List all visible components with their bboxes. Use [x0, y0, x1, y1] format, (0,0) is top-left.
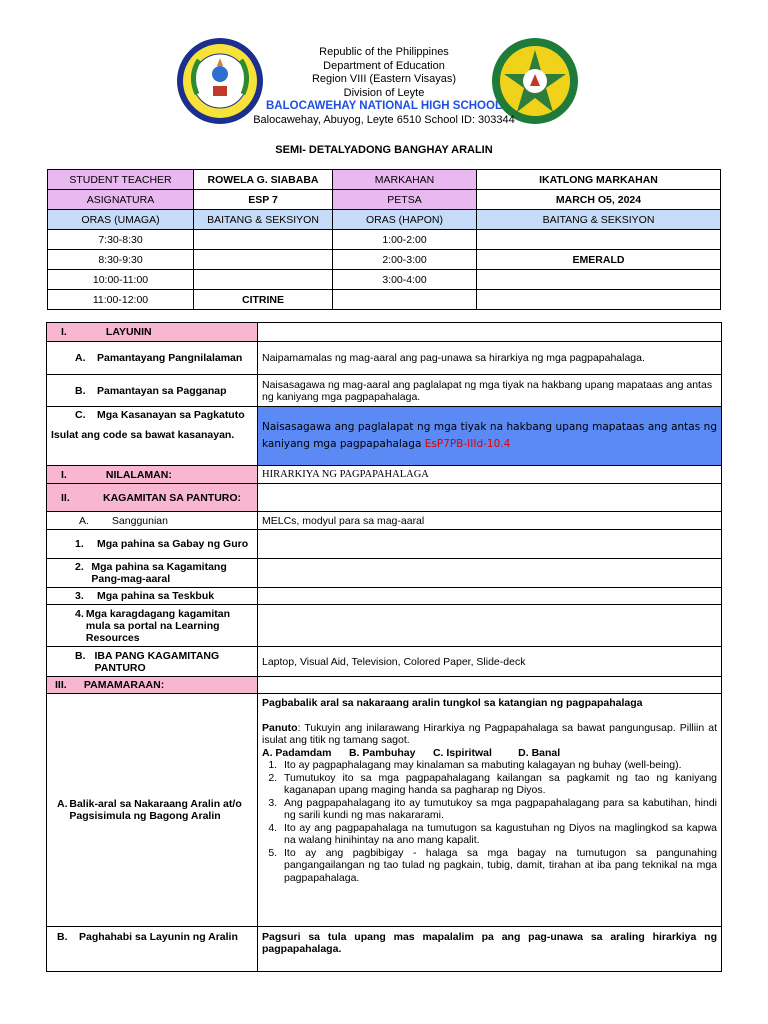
layunin-row: [47, 323, 722, 342]
iba-pang-row: [47, 647, 722, 677]
question-item: 4. Ito ay ang pagpapahalaga na tumutugon sa kagustuhan ng Diyos na maglingkod sa kapwa na walang hinihintay na ano mang kapalit.: [280, 822, 717, 847]
item-letter: A.: [79, 514, 89, 527]
pm-time: 1:00-2:00: [333, 230, 477, 250]
pm-section: [477, 230, 721, 250]
pamantayang-label: Pamantayang Pangnilalaman: [97, 352, 243, 364]
item-number: 4.: [75, 607, 84, 620]
panuto: [262, 722, 717, 747]
student-teacher-value: ROWELA G. SIABABA: [194, 170, 333, 190]
layunin-label: LAYUNIN: [105, 326, 152, 338]
ref-portal-value: [258, 605, 722, 647]
pamamaraan-label: PAMAMARAAN:: [83, 679, 165, 691]
lesson-plan-table: [46, 322, 722, 972]
pamamaraan-heading: [47, 677, 258, 694]
layunin-value: [258, 323, 722, 342]
nilalaman-numeral: I.: [61, 468, 67, 481]
am-time: 11:00-12:00: [48, 290, 194, 310]
schedule-row: [48, 290, 721, 310]
nilalaman-row: [47, 466, 722, 484]
balik-aral-content: [258, 694, 722, 927]
baitang-label-pm: BAITANG & SEKSIYON: [477, 210, 721, 230]
schedule-row: [48, 270, 721, 290]
pamantayang-cell: [47, 342, 258, 375]
question-item: 5. Ito ay ang pagbibigay - halaga sa mga bagay na tumutugon sa pangunahing pangangailangan ng tao tulad ng pagkain, tubig, damit, tirahan at iba pang teknikal na mga pagpapahalaga.: [280, 847, 717, 885]
pamantayan-pagganap-label: Pamantayan sa Pagganap: [97, 384, 227, 397]
petsa-label: PETSA: [333, 190, 477, 210]
kagamitan-numeral: II.: [61, 491, 70, 504]
ref-gabay-cell: [47, 530, 258, 559]
ref-kagamitan-value: [258, 559, 722, 588]
pm-section: EMERALD: [477, 250, 721, 270]
kasanayan-value: [258, 407, 722, 466]
ref-row: [47, 605, 722, 647]
am-time: 10:00-11:00: [48, 270, 194, 290]
paghahabi-value: Pagsuri sa tula upang mas mapalalim pa ang pag-unawa sa araling hirarkiya ng pagpapahalaga.: [258, 927, 722, 972]
ref-row: [47, 530, 722, 559]
am-time: 8:30-9:30: [48, 250, 194, 270]
iba-pang-label: IBA PANG KAGAMITANG PANTURO: [94, 649, 220, 674]
question-item: 3. Ang pagpapahalagang ito ay tumutukoy sa mga pagpapahalagang para sa kabutihan, hindi ng sarili kundi ng mas nakararami.: [280, 797, 717, 822]
am-section: [194, 230, 333, 250]
info-row: [48, 190, 721, 210]
kagamitan-heading: [47, 484, 258, 512]
school-name: BALOCAWEHAY NATIONAL HIGH SCHOOL: [266, 100, 502, 112]
petsa-value: MARCH O5, 2024: [477, 190, 721, 210]
sanggunian-row: [47, 512, 722, 530]
question-item: 2. Tumutukoy ito sa mga pagpapahalagang kailangan sa pagkamit ng tao ng kaniyang kaganapan upang maging handa sa pagharap ng Diyos.: [280, 772, 717, 797]
markahan-value: IKATLONG MARKAHAN: [477, 170, 721, 190]
division-line: Division of Leyte: [343, 86, 425, 99]
answer-choices: A. Padamdam B. Pambuhay C. Ispiritwal D. Banal: [262, 746, 561, 759]
region-line: Region VIII (Eastern Visayas): [311, 73, 457, 85]
pm-section: [477, 270, 721, 290]
info-table: [47, 169, 721, 310]
pamantayang-row: [47, 342, 722, 375]
item-number: 3.: [75, 590, 84, 602]
asignatura-label: ASIGNATURA: [48, 190, 194, 210]
pamantayang-value: Naipamamalas ng mag-aaral ang pag-unawa sa hirarkiya ng mga pagpapahalaga.: [258, 342, 722, 375]
am-time: 7:30-8:30: [48, 230, 194, 250]
nilalaman-label: NILALAMAN:: [105, 468, 172, 481]
oras-hapon-label: ORAS (HAPON): [333, 210, 477, 230]
ref-teskbuk-cell: [47, 588, 258, 605]
ref-teskbuk-value: [258, 588, 722, 605]
balik-aral-label: Balik-aral sa Nakaraang Aralin at/o Pagsisimula ng Bagong Aralin: [69, 798, 242, 822]
info-row: [48, 170, 721, 190]
kasanayan-note: Isulat ang code sa bawat kasanayan.: [51, 429, 235, 441]
pamamaraan-value: [258, 677, 722, 694]
item-letter: B.: [57, 931, 68, 943]
ref-portal-label: Mga karagdagang kagamitan mula sa portal na Learning Resources: [85, 607, 231, 644]
kasanayan-label: Mga Kasanayan sa Pagkatuto: [97, 409, 245, 421]
kasanayan-row: [47, 407, 722, 466]
pamantayan-pagganap-cell: [47, 375, 258, 407]
layunin-heading: [47, 323, 258, 342]
pamamaraan-numeral: III.: [55, 679, 67, 691]
sanggunian-cell: [47, 512, 258, 530]
question-item: 1. Ito ay pagpaphalagang may kinalaman sa mabuting kalagayan ng buhay (well-being).: [280, 759, 717, 772]
competency-code: EsP7PB-IIId-10.4: [424, 438, 511, 450]
schedule-header-row: [48, 210, 721, 230]
panuto-label: Panuto: [262, 721, 298, 734]
ref-kagamitan-cell: [47, 559, 258, 588]
item-number: 2.: [75, 561, 84, 573]
markahan-label: MARKAHAN: [333, 170, 477, 190]
schedule-row: [48, 230, 721, 250]
sanggunian-label: Sanggunian: [111, 514, 168, 527]
am-section: CITRINE: [194, 290, 333, 310]
balik-aral-cell: [47, 694, 258, 927]
item-letter: B.: [75, 649, 86, 662]
balik-aral-row: [47, 694, 722, 927]
kagamitan-label: KAGAMITAN SA PANTURO:: [103, 491, 242, 504]
pm-section: [477, 290, 721, 310]
pm-time: [333, 290, 477, 310]
item-letter: A.: [57, 798, 68, 810]
ref-kagamitan-label: Mga pahina sa Kagamitang Pang-mag-aaral: [91, 561, 227, 585]
iba-pang-cell: [47, 647, 258, 677]
oras-umaga-label: ORAS (UMAGA): [48, 210, 194, 230]
schedule-row: [48, 250, 721, 270]
nilalaman-heading: [47, 466, 258, 484]
kasanayan-cell: [47, 407, 258, 466]
item-letter: C.: [75, 409, 86, 421]
am-section: [194, 250, 333, 270]
ref-gabay-value: [258, 530, 722, 559]
ref-row: [47, 559, 722, 588]
school-address: Balocawehay, Abuyog, Leyte 6510 School ID: 303344: [253, 113, 515, 126]
pm-time: 2:00-3:00: [333, 250, 477, 270]
paghahabi-row: [47, 927, 722, 972]
letterhead-text: [230, 46, 538, 127]
pm-time: 3:00-4:00: [333, 270, 477, 290]
nilalaman-value: HIRARKIYA NG PAGPAPAHALAGA: [258, 466, 722, 484]
deped-line: Department of Education: [323, 59, 445, 72]
item-letter: B.: [75, 384, 86, 397]
item-number: 1.: [75, 538, 84, 550]
republic-line: Republic of the Philippines: [319, 46, 449, 58]
asignatura-value: ESP 7: [194, 190, 333, 210]
paghahabi-label: Paghahabi sa Layunin ng Aralin: [79, 931, 238, 943]
document-title: SEMI- DETALYADONG BANGHAY ARALIN: [275, 144, 493, 156]
kagamitan-value: [258, 484, 722, 512]
letterhead: [0, 36, 768, 136]
sanggunian-value: MELCs, modyul para sa mag-aaral: [258, 512, 722, 530]
ref-portal-cell: [47, 605, 258, 647]
pamantayan-pagganap-value: Naisasagawa ng mag-aaral ang paglalapat ng mga tiyak na hakbang upang mapataas ang antas ng kaniyang mga pagpapahalaga.: [258, 375, 722, 407]
ref-teskbuk-label: Mga pahina sa Teskbuk: [97, 590, 215, 602]
iba-pang-value: Laptop, Visual Aid, Television, Colored Paper, Slide-deck: [258, 647, 722, 677]
baitang-label-am: BAITANG & SEKSIYON: [194, 210, 333, 230]
question-list: [262, 759, 717, 884]
panuto-text: : Tukuyin ang inilarawang Hirarkiya ng Pagpapahalaga sa bawat pangungusap. Pilliin at isulat ang titik ng tamang sagot.: [262, 721, 717, 746]
item-letter: A.: [75, 352, 86, 364]
pamantayan-pagganap-row: [47, 375, 722, 407]
kasanayan-text: Naisasagawa ang paglalapat ng mga tiyak na hakbang upang mapataas ang antas ng kaniyang mga pagpapahalaga: [262, 421, 717, 450]
pamamaraan-row: [47, 677, 722, 694]
balik-aral-title: Pagbabalik aral sa nakaraang aralin tungkol sa katangian ng pagpapahalaga: [262, 697, 643, 709]
layunin-numeral: I.: [61, 326, 67, 338]
kagamitan-row: [47, 484, 722, 512]
ref-gabay-label: Mga pahina sa Gabay ng Guro: [97, 538, 249, 550]
am-section: [194, 270, 333, 290]
ref-row: [47, 588, 722, 605]
student-teacher-label: STUDENT TEACHER: [48, 170, 194, 190]
paghahabi-cell: [47, 927, 258, 972]
